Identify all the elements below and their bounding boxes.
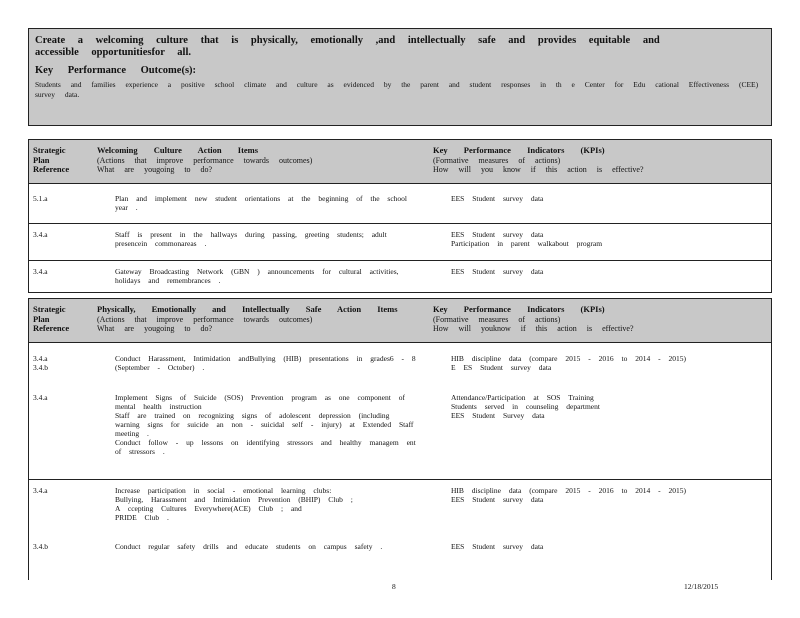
goal-text: Create a welcoming culture that is physically, emotionally ,and intellectually safe and provides equitable and accessible opportunitiesfor all. xyxy=(35,35,660,58)
table-row xyxy=(29,184,771,224)
action-item: Staff is present in the hallways during passing, greeting students; adult presencein commonareas . xyxy=(115,230,387,248)
plan-reference: 3.4.a 3.4.b xyxy=(33,354,48,372)
action-item: Implement Signs of Suicide (SOS) Prevention program as one component of mental health instruction xyxy=(115,393,405,411)
plan-reference: 3.4.a xyxy=(33,393,48,402)
action-item: Staff are trained on recognizing signs of adolescent depression (including warning signs for suicide an non - suicidal self - injury) at Extended Staff meeting . xyxy=(115,411,414,438)
kpi-item: EES Student survey data xyxy=(451,230,544,239)
plan-reference: 5.1.a xyxy=(33,194,48,203)
kpo-text: Students and families experience a positive school climate and culture as evidenced by the parent and student responses in th e Center for Edu cational Effectiveness (CEE) survey data. xyxy=(35,80,759,99)
footer-date: 12/18/2015 xyxy=(684,582,719,591)
action-header: Physically, Emotionally and Intellectually Safe Action Items (Actions that improve performance towards outcomes) What are yougoing to do? xyxy=(97,304,398,333)
ref-header: Strategic Plan Reference xyxy=(33,145,70,174)
table-row xyxy=(29,261,771,295)
plan-reference: 3.4.a xyxy=(33,230,48,239)
club-item: Bullying, Harassment and Intimidation Prevention (BHIP) Club ; xyxy=(115,495,353,504)
action-item: Increase participation in social - emotional learning clubs: xyxy=(115,486,332,495)
kpi-item: EES Student Survey data xyxy=(451,411,545,420)
goal-box xyxy=(28,28,772,126)
kpi-header: Key Performance Indicators (KPIs) (Formative measures of actions) How will you know if this action is effective? xyxy=(433,145,644,174)
action-item: Conduct follow - up lessons on identifying stressors and healthy managem ent of stressors . xyxy=(115,438,416,456)
kpi-item: Participation in parent walkabout program xyxy=(451,239,603,248)
section-header xyxy=(29,140,771,184)
action-item: Conduct Harassment, Intimidation andBullying (HIB) presentations in grades6 - 8 (September - October) . xyxy=(115,354,416,372)
kpi-item: HIB discipline data (compare 2015 - 2016 to 2014 - 2015) xyxy=(451,486,686,495)
plan-reference: 3.4.a xyxy=(33,267,48,276)
plan-reference: 3.4.b xyxy=(33,542,48,551)
kpi-item: HIB discipline data (compare 2015 - 2016 to 2014 - 2015) xyxy=(451,354,686,363)
kpi-item: EES Student survey data xyxy=(451,495,544,504)
table-row xyxy=(29,343,771,383)
welcoming-culture-section xyxy=(28,139,772,293)
plan-reference: 3.4.a xyxy=(33,486,48,495)
kpi-item: Students served in counseling department xyxy=(451,402,600,411)
table-row xyxy=(29,538,771,568)
club-item: A ccepting Cultures Everywhere(ACE) Club ; and xyxy=(115,504,302,513)
ref-header: Strategic Plan Reference xyxy=(33,304,70,333)
kpo-label: Key Performance Outcome(s): xyxy=(35,65,197,76)
action-item: Plan and implement new student orientations at the beginning of the school year . xyxy=(115,194,407,212)
kpi-item: E ES Student survey data xyxy=(451,363,552,372)
kpi-item: Attendance/Participation at SOS Training xyxy=(451,393,594,402)
action-header: Welcoming Culture Action Items (Actions that improve performance towards outcomes) What are yougoing to do? xyxy=(97,145,313,174)
action-item: Conduct regular safety drills and educate students on campus safety . xyxy=(115,542,383,551)
table-row xyxy=(29,480,771,538)
section-title: Physically, Emotionally and Intellectually Safe Action Items xyxy=(97,304,398,314)
kpi-item: EES Student survey data xyxy=(451,542,544,551)
action-item: Gateway Broadcasting Network (GBN ) announcements for cultural activities, holidays and remembrances . xyxy=(115,267,399,285)
kpi-header: Key Performance Indicators (KPIs) (Formative measures of actions) How will youknow if this action is effective? xyxy=(433,304,634,333)
kpi-item: EES Student survey data xyxy=(451,194,544,203)
table-row xyxy=(29,224,771,261)
table-row xyxy=(29,383,771,480)
kpi-item: EES Student survey data xyxy=(451,267,544,276)
section-header xyxy=(29,299,771,343)
section-title: Welcoming Culture Action Items xyxy=(97,145,259,155)
safe-action-section xyxy=(28,298,772,580)
page-number: 8 xyxy=(392,582,396,591)
club-item: PRIDE Club . xyxy=(115,513,169,522)
